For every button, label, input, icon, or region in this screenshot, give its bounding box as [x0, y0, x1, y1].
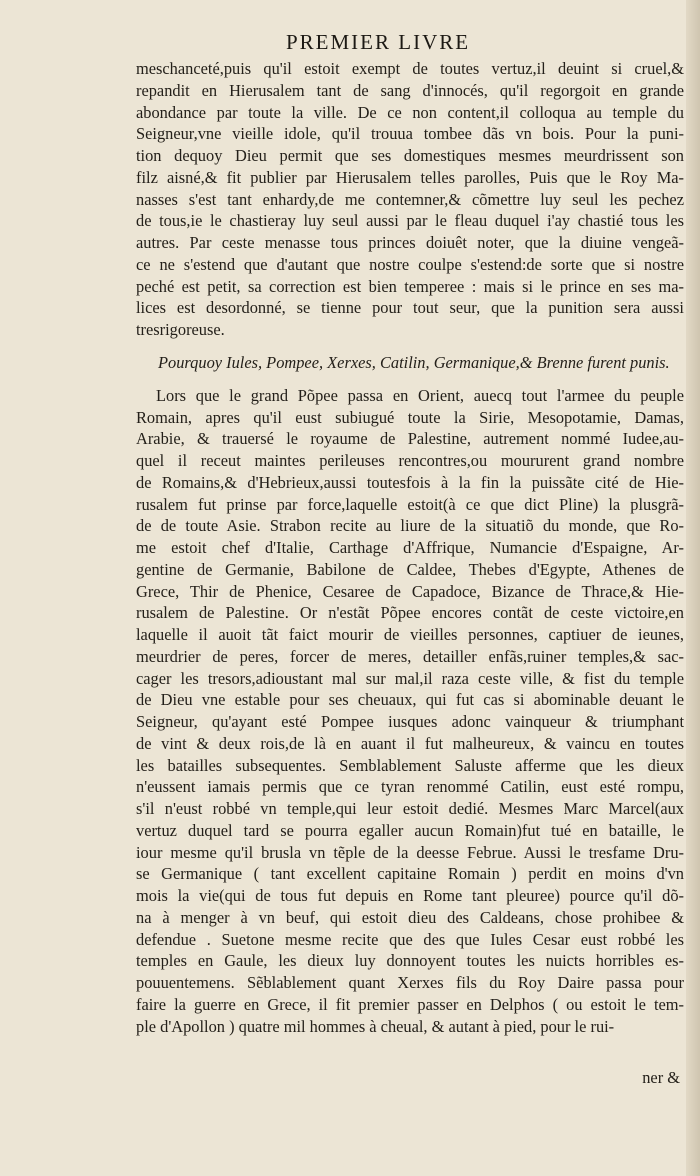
text-line: s'il n'eust robbé vn temple,qui leur estoit dedié. Mesmes Marc Marcel(aux — [136, 799, 684, 818]
text-line: meurdrier de peres, forcer de meres, detailler enfãs,ruiner temples,& sac- — [136, 646, 684, 666]
text-line: de de toute Asie. Strabon recite au liure de la situatiõ du monde, que Ro- — [136, 516, 684, 536]
text-line: pouuentemens. Sẽblablement quant Xerxes fils du Roy Daire passa pour — [136, 973, 684, 992]
paragraph-1 — [136, 58, 684, 341]
text-line: Romain, apres qu'il eust subiugué toute la Sirie, Mesopotamie, Damas, — [136, 407, 684, 427]
chapter-rubric: Pourquoy Iules, Pompee, Xerxes, Catilin, Germanique,& Brenne furent punis. — [158, 352, 670, 372]
text-line: Seigneur,vne vieille idole, qu'il trouua tombee dãs vn bois. Pour la puni- — [136, 124, 684, 144]
section-gap — [136, 374, 684, 385]
text-line: autres. Par ceste menasse tous princes doiuêt noter, que la diuine vengeã- — [136, 233, 684, 252]
text-line: ple d'Apollon ) quatre mil hommes à cheual, & autant à pied, pour le rui- — [136, 1016, 615, 1036]
text-line: de tous,ie le chastieray luy seul aussi par le fleau duquel i'ay chastié tous les — [136, 211, 684, 231]
paragraph-2 — [136, 385, 684, 1038]
text-line: na à menger à vn beuf, qui estoit dieu des Caldeans, chose prohibee & — [136, 907, 684, 927]
text-line: me estoit chef d'Italie, Carthage d'Affrique, Numancie d'Espaigne, Ar- — [136, 538, 684, 557]
text-line: se Germanique ( tant excellent capitaine Romain ) perdit en moins d'vn — [136, 864, 684, 884]
text-line: ce ne s'estend que d'autant que nostre coulpe s'estend:de sorte que si nostre — [136, 254, 684, 274]
text-line: meschanceté,puis qu'il estoit exempt de toutes vertuz,il deuint si cruel,& — [136, 59, 684, 78]
text-line: iour mesme qu'il brusla vn tẽple de la deesse Februe. Aussi le tresfame Dru- — [136, 842, 684, 862]
text-line: Seigneur, qu'ayant esté Pompee iusques adonc vainqueur & triumphant — [136, 712, 684, 731]
text-line: cager les tresors,adioustant mal sur mal,il raza ceste ville, & fist du temple — [136, 668, 684, 688]
text-line: Grece, Thir de Phenice, Cesaree de Capadoce, Bizance de Thrace,& Hie- — [136, 581, 684, 601]
text-line: rusalem fut prinse par force,laquelle estoit(à ce que dict Pline) la plusgrã- — [136, 494, 684, 514]
text-line: rusalem de Palestine. Or n'estãt Põpee encores contãt de ceste victoire,en — [136, 603, 684, 623]
text-line: lices est desordonné, se tienne pour tout seur, que la punition sera aussi — [136, 298, 684, 318]
text-block — [136, 58, 684, 1037]
running-head: PREMIER LIVRE — [286, 30, 471, 54]
text-line: temples en Gaule, les dieux luy donnoyent toutes les nuicts horribles es- — [136, 951, 684, 971]
text-line: defendue . Suetone mesme recite que des que Iules Cesar eust robbé les — [136, 929, 684, 949]
text-line: les batailles subsequentes. Semblablement Saluste afferme que les dieux — [136, 755, 684, 775]
text-line: vertuz duquel tard se pourra egaller aucun Romain)fut tué en bataille, le — [136, 820, 684, 840]
text-line: tresrigoreuse. — [136, 320, 225, 339]
text-line: mois la vie(qui de tous fut depuis en Rome tant pleuree) pource qu'il dõ- — [136, 886, 684, 905]
text-line: Lors que le grand Põpee passa en Orient, auecq tout l'armee du peuple — [156, 385, 684, 405]
section-gap — [136, 341, 684, 352]
text-line: repandit en Hierusalem tant de sang d'innocés, qu'il regorgoit en grande — [136, 80, 684, 100]
catchword: ner & — [642, 1068, 680, 1087]
text-line: laquelle il auoit tãt faict mourir de vieilles personnes, captiuer de ieunes, — [136, 625, 684, 644]
text-line: peché est petit, sa correction est bien temperee : mais si le prince en ses ma- — [136, 276, 684, 296]
text-line: quel il receut maintes perileuses rencontres,ou moururent grand nombre — [136, 451, 684, 470]
text-line: de vint & deux rois,de là en auant il fut malheureux, & vaincu en toutes — [136, 733, 684, 753]
text-line: n'eussent iamais permis que ce tyran renommé Catilin, eust esté rompu, — [136, 777, 684, 797]
text-line: nasses s'est tant enhardy,de me contemner,& cõmettre luy seul les pechez — [136, 189, 684, 209]
text-line: tion dequoy Dieu permit que ses domestiques mesmes meurdrissent son — [136, 146, 684, 165]
page-gutter-shadow — [686, 0, 700, 1176]
text-line: Arabie, & trauersé le royaume de Palestine, autrement nommé Iudee,au- — [136, 429, 684, 449]
text-line: de Dieu vne estable pour ses cheuaux, qui fut cas si abominable deuant le — [136, 690, 684, 710]
text-line: faire la guerre en Grece, il fit premier passer en Delphos ( ou estoit le tem- — [136, 994, 684, 1014]
text-line: abondance par toute la ville. De ce non content,il colloqua au temple du — [136, 102, 684, 122]
text-line: filz aisné,& fit publier par Hierusalem telles parolles, Puis que le Roy Ma- — [136, 167, 684, 187]
text-line: gentine de Germanie, Babilone de Caldee, Thebes d'Egypte, Athenes de — [136, 559, 684, 579]
text-line: de Romains,& d'Hebrieux,aussi toutesfois à la fin la puissãte cité de Hie- — [136, 472, 684, 492]
